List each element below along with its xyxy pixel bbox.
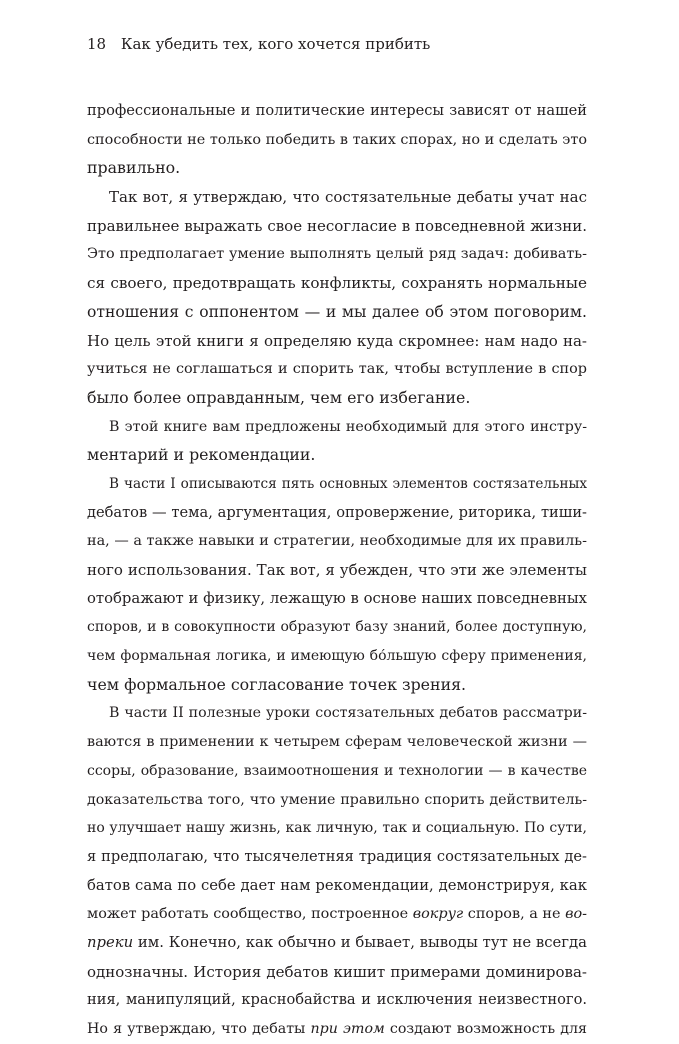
text-line: я предполагаю, что тысячелетняя традиция состязательных де- xyxy=(87,847,587,865)
text-line: было более оправданным, чем его избегание. xyxy=(87,387,471,407)
italic-emphasis: преки xyxy=(87,933,134,951)
text-run: создают возможность для xyxy=(384,1021,587,1037)
text-line: чем формальная логика, и имеющую бо́льшую сферу применения, xyxy=(87,648,587,665)
text-line: но улучшает нашу жизнь, как личную, так и социальную. По сути, xyxy=(87,820,587,837)
text-line: В части I описываются пять основных элементов состязательных xyxy=(109,475,587,492)
text-line: Это предполагает умение выполнять целый ряд задач: добивать- xyxy=(87,246,587,263)
text-line: однозначны. История дебатов кишит примерами доминирова- xyxy=(87,962,587,981)
text-line: правильнее выражать свое несогласие в повседневной жизни. xyxy=(87,216,587,235)
text-line: батов сама по себе дает нам рекомендации, демонстрируя, как xyxy=(87,876,587,894)
text-line: на, — а также навыки и стратегии, необходимые для их правиль- xyxy=(87,533,587,550)
text-line xyxy=(87,929,587,958)
text-line: отображают и физику, лежащую в основе наших повседневных xyxy=(87,589,587,607)
text-line: ваются в применении к четырем сферам человеческой жизни — xyxy=(87,734,587,751)
text-line: ментарий и рекомендации. xyxy=(87,445,316,465)
text-line: ного использования. Так вот, я убежден, что эти же элементы xyxy=(87,561,587,579)
text-line: правильно. xyxy=(87,158,181,178)
italic-emphasis: во- xyxy=(565,906,587,923)
text-line xyxy=(87,900,587,929)
text-line: Но цель этой книги я определяю куда скромнее: нам надо на- xyxy=(87,331,587,350)
text-run: может работать сообщество, построенное xyxy=(87,906,413,923)
text-line: споров, и в совокупности образуют базу знаний, более доступную, xyxy=(87,619,587,636)
text-line: Так вот, я утверждаю, что состязательные дебаты учат нас xyxy=(109,188,587,207)
text-line: дебатов — тема, аргументация, опровержение, риторика, тиши- xyxy=(87,503,587,521)
text-run: Но я утверждаю, что дебаты xyxy=(87,1021,311,1037)
text-line xyxy=(87,1015,587,1044)
text-line: В этой книге вам предложены необходимый для этого инстру- xyxy=(109,418,587,435)
text-line: профессиональные и политические интересы зависят от нашей xyxy=(87,102,587,119)
text-line: ссоры, образование, взаимоотношения и технологии — в качестве xyxy=(87,762,587,779)
text-line: способности не только победить в таких спорах, но и сделать это xyxy=(87,131,587,148)
page-number: 18 xyxy=(87,35,107,53)
text-line: чем формальное согласование точек зрения. xyxy=(87,674,467,694)
text-line: отношения с оппонентом — и мы далее об этом поговорим. xyxy=(87,302,587,321)
text-line: ся своего, предотвращать конфликты, сохранять нормальные xyxy=(87,274,587,293)
italic-emphasis: при этом xyxy=(310,1021,385,1037)
text-line: В части II полезные уроки состязательных дебатов рассматри- xyxy=(109,705,587,722)
text-line: доказательства того, что умение правильно спорить действитель- xyxy=(87,791,587,808)
body-text xyxy=(87,97,587,1044)
text-run: споров, а не xyxy=(463,906,566,923)
text-line: учиться не соглашаться и спорить так, чтобы вступление в спор xyxy=(87,361,587,378)
italic-emphasis: вокруг xyxy=(412,906,464,923)
book-title: Как убедить тех, кого хочется прибить xyxy=(120,35,431,53)
text-run: им. Конечно, как обычно и бывает, выводы тут не всегда xyxy=(133,933,587,951)
text-line: ния, манипуляций, краснобайства и исключения неизвестного. xyxy=(87,991,587,1009)
running-header xyxy=(87,34,430,54)
